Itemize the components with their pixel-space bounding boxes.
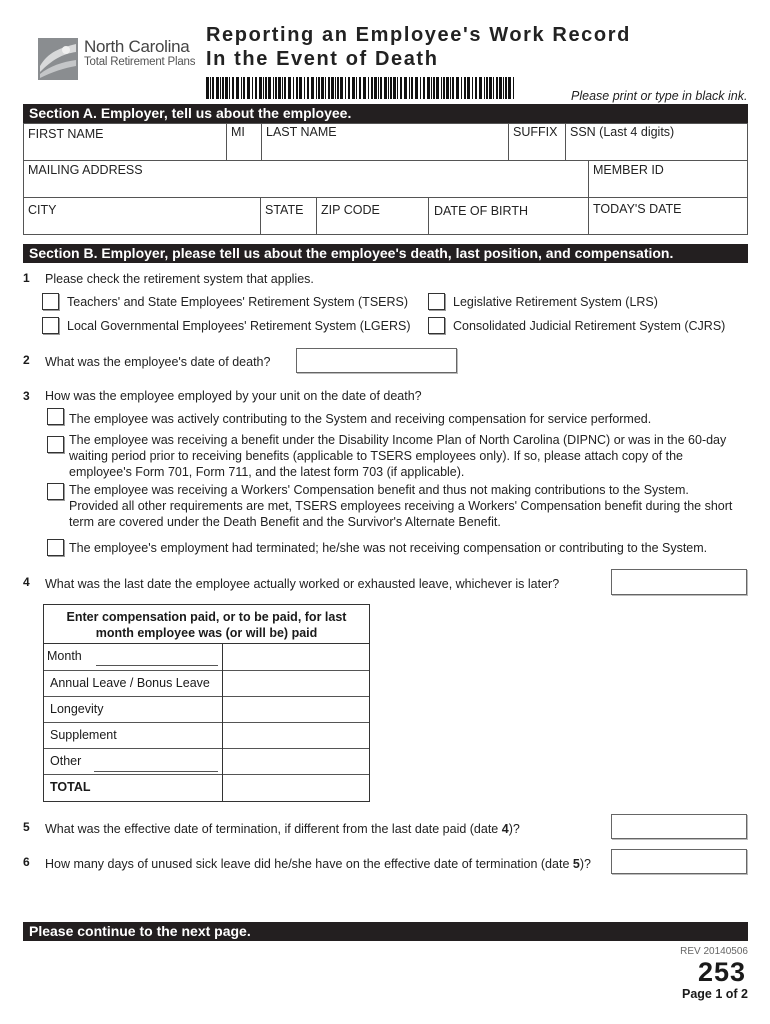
grid-divider — [588, 197, 589, 234]
question-6-text — [45, 857, 591, 871]
annual-leave-label: Annual Leave / Bonus Leave — [50, 676, 210, 690]
dipnc-checkbox[interactable] — [47, 436, 64, 453]
lrs-checkbox[interactable] — [428, 293, 445, 310]
ink-instruction: Please print or type in black ink. — [571, 89, 748, 103]
other-underline[interactable] — [94, 771, 218, 772]
text-segment: How many days of unused sick leave did he/she have on the effective date of termination (date — [45, 857, 573, 871]
lrs-label: Legislative Retirement System (LRS) — [453, 295, 658, 309]
active-contributing-checkbox[interactable] — [47, 408, 64, 425]
form-title — [206, 23, 631, 71]
member-id-field[interactable]: MEMBER ID — [593, 163, 664, 177]
option-line: employee's Form 701, Form 711, and the latest form 703 (if applicable). — [69, 465, 465, 479]
grid-divider — [588, 160, 589, 197]
section-a-header: Section A. Employer, tell us about the employee. — [23, 104, 748, 123]
tsers-checkbox[interactable] — [42, 293, 59, 310]
question-number: 3 — [23, 389, 30, 403]
logo-title: North Carolina — [84, 37, 190, 56]
compensation-table-header — [44, 605, 369, 645]
lgers-label: Local Governmental Employees' Retirement System (LGERS) — [67, 319, 411, 333]
grid-divider — [24, 197, 747, 198]
lgers-checkbox[interactable] — [42, 317, 59, 334]
date-of-birth-field[interactable]: DATE OF BIRTH — [434, 204, 528, 218]
last-name-field[interactable]: LAST NAME — [266, 125, 337, 139]
zip-code-field[interactable]: ZIP CODE — [321, 203, 380, 217]
grid-divider — [261, 124, 262, 160]
question-number: 6 — [23, 855, 30, 869]
longevity-label: Longevity — [50, 702, 104, 716]
option-line: The employee was actively contributing to the System and receiving compensation for service performed. — [69, 412, 652, 426]
option-line: waiting period prior to receiving benefits (applicable to TSERS employees only). If so, please attach copy of the — [69, 449, 683, 463]
total-label: TOTAL — [50, 780, 91, 794]
barcode-icon — [206, 77, 516, 99]
terminated-checkbox[interactable] — [47, 539, 64, 556]
other-label: Other — [50, 754, 82, 768]
terminated-label — [69, 540, 707, 556]
employee-info-grid — [23, 123, 748, 235]
logo-subtitle: Total Retirement Plans — [84, 56, 196, 68]
todays-date-field[interactable]: TODAY'S DATE — [593, 202, 682, 216]
other-amount-cell[interactable] — [223, 749, 369, 774]
text-segment: )? — [579, 857, 591, 871]
grid-divider — [24, 160, 747, 161]
total-amount-cell[interactable] — [223, 775, 369, 801]
cjrs-checkbox[interactable] — [428, 317, 445, 334]
grid-divider — [565, 124, 566, 160]
state-field[interactable]: STATE — [265, 203, 304, 217]
first-name-field[interactable]: FIRST NAME — [28, 127, 104, 141]
text-segment-bold: 4 — [501, 822, 509, 836]
grid-divider — [316, 197, 317, 234]
form-title-line2: In the Event of Death — [206, 48, 439, 70]
mailing-address-field[interactable]: MAILING ADDRESS — [28, 163, 143, 177]
suffix-field[interactable]: SUFFIX — [513, 125, 558, 139]
question-number: 4 — [23, 575, 30, 589]
question-number: 5 — [23, 820, 30, 834]
last-date-worked-input[interactable] — [611, 569, 747, 595]
text-segment: )? — [508, 822, 520, 836]
grid-divider — [428, 197, 429, 234]
longevity-amount-cell[interactable] — [223, 697, 369, 722]
ssn-field[interactable]: SSN (Last 4 digits) — [570, 125, 675, 139]
text-segment-bold: 5 — [572, 857, 580, 871]
form-title-line1: Reporting an Employee's Work Record — [206, 24, 631, 46]
tsers-label: Teachers' and State Employees' Retirement System (TSERS) — [67, 295, 409, 309]
header-line: Enter compensation paid, or to be paid, for last — [66, 610, 347, 624]
middle-initial-field[interactable]: MI — [231, 125, 245, 139]
option-line: Provided all other requirements are met, TSERS employees receiving a Workers' Compensation benefit during the short — [69, 499, 733, 513]
sick-leave-days-input[interactable] — [611, 849, 747, 874]
option-line: The employee was receiving a benefit under the Disability Income Plan of North Carolina (DIPNC) or was in the 60-day — [69, 433, 727, 447]
compensation-table — [43, 604, 370, 802]
option-line: The employee's employment had terminated; he/she was not receiving compensation or contributing to the System. — [69, 541, 708, 555]
grid-divider — [226, 124, 227, 160]
page-indicator: Page 1 of 2 — [682, 987, 748, 1001]
workers-comp-checkbox[interactable] — [47, 483, 64, 500]
active-contributing-label — [69, 411, 651, 427]
grid-divider — [260, 197, 261, 234]
question-number: 1 — [23, 271, 30, 285]
header-line: month employee was (or will be) paid — [95, 626, 318, 640]
workers-comp-label — [69, 482, 732, 530]
nc-logo-icon — [38, 38, 78, 80]
form-number: 253 — [697, 957, 746, 987]
cjrs-label: Consolidated Judicial Retirement System (CJRS) — [453, 319, 726, 333]
text-segment: What was the effective date of termination, if different from the last date paid (date — [45, 822, 502, 836]
option-line: The employee was receiving a Workers' Compensation benefit and thus not making contributions to the System. — [69, 483, 689, 497]
month-label: Month — [47, 649, 82, 663]
termination-date-input[interactable] — [611, 814, 747, 839]
question-2-text: What was the employee's date of death? — [45, 355, 271, 369]
city-field[interactable]: CITY — [28, 203, 57, 217]
option-line: term are covered under the Death Benefit and the Survivor's Alternate Benefit. — [69, 515, 501, 529]
dipnc-label — [69, 432, 726, 480]
question-number: 2 — [23, 353, 30, 367]
question-4-text: What was the last date the employee actually worked or exhausted leave, whichever is later? — [45, 577, 560, 591]
month-amount-cell[interactable] — [223, 644, 369, 670]
section-b-header: Section B. Employer, please tell us about the employee's death, last position, and compensation. — [23, 244, 748, 263]
revision-number: REV 20140506 — [680, 946, 748, 957]
supplement-amount-cell[interactable] — [223, 723, 369, 748]
supplement-label: Supplement — [50, 728, 117, 742]
grid-divider — [508, 124, 509, 160]
continue-banner: Please continue to the next page. — [23, 922, 748, 941]
annual-leave-amount-cell[interactable] — [223, 671, 369, 696]
question-5-text — [45, 822, 520, 836]
month-underline[interactable] — [96, 665, 218, 666]
question-1-text: Please check the retirement system that applies. — [45, 272, 314, 286]
question-3-text: How was the employee employed by your unit on the date of death? — [45, 389, 422, 403]
date-of-death-input[interactable] — [296, 348, 457, 373]
